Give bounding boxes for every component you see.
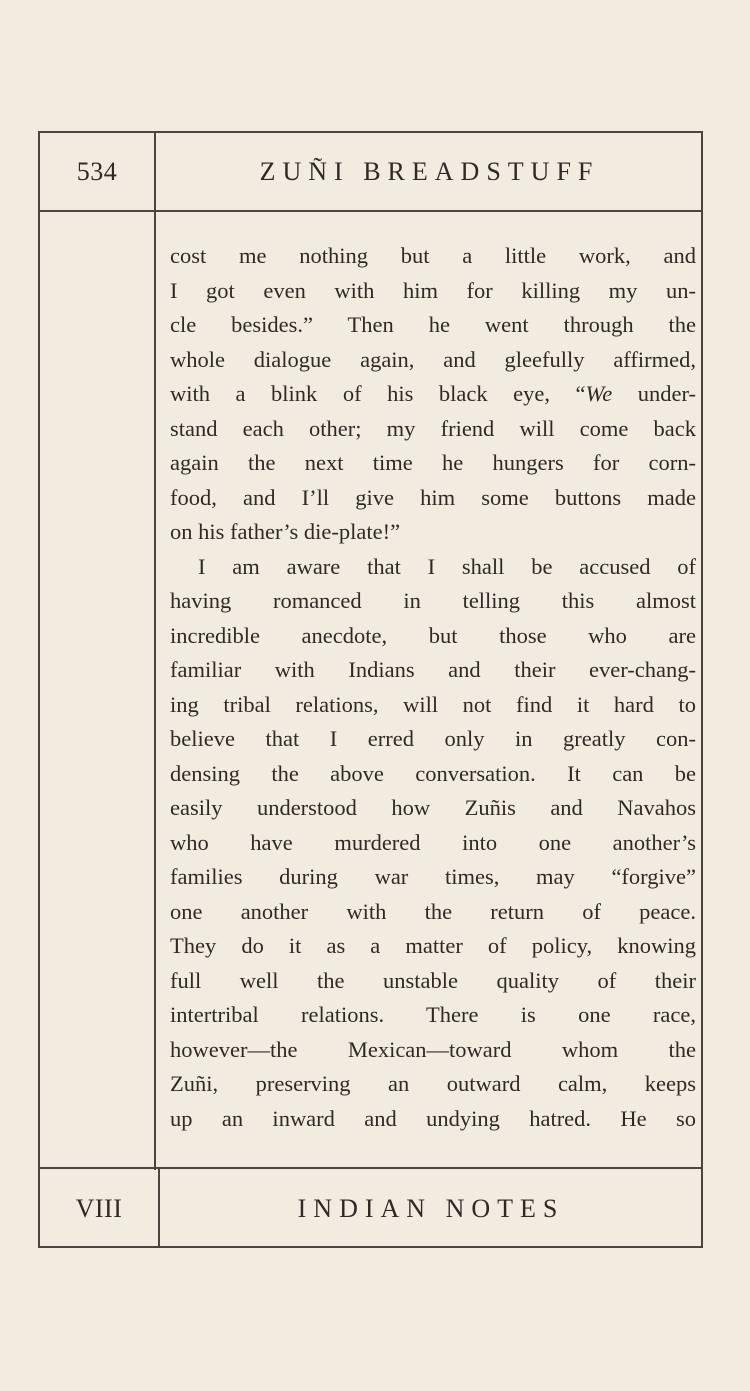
- emphasis: We: [585, 381, 613, 406]
- text-line: however—the Mexican—toward whom the: [170, 1036, 696, 1062]
- section-number: VIII: [75, 1194, 123, 1223]
- running-title: ZUÑI BREADSTUFF: [259, 157, 600, 186]
- text-line: again the next time he hungers for corn-: [170, 450, 696, 475]
- text-line: whole dialogue again, and gleefully affirmed,: [170, 346, 696, 372]
- text-line: one another with the return of peace.: [170, 898, 696, 924]
- text-line: who have murdered into one another’s: [170, 829, 696, 855]
- text-line: cost me nothing but a little work, and: [170, 243, 696, 268]
- text-line: Zuñi, preserving an outward calm, keeps: [170, 1071, 696, 1096]
- text-line: having romanced in telling this almost: [170, 588, 696, 613]
- text-line: I am aware that I shall be accused of: [198, 553, 696, 579]
- text-line: food, and I’ll give him some buttons made: [170, 484, 696, 510]
- text-line: up an inward and undying hatred. He so: [170, 1105, 696, 1131]
- text-line: stand each other; my friend will come back: [170, 415, 696, 441]
- text-line: easily understood how Zuñis and Navahos: [170, 795, 696, 820]
- text-line: full well the unstable quality of their: [170, 967, 696, 993]
- text-line: with a blink of his black eye, “We under-: [170, 381, 696, 406]
- paragraph-1: [170, 239, 696, 550]
- text-line: familiar with Indians and their ever-chang-: [170, 657, 696, 682]
- text-line: cle besides.” Then he went through the: [170, 312, 696, 337]
- text-line: believe that I erred only in greatly con-: [170, 726, 696, 751]
- text-line: on his father’s die-plate!”: [170, 519, 401, 544]
- text-line: incredible anecdote, but those who are: [170, 622, 696, 648]
- text-line: densing the above conversation. It can be: [170, 760, 696, 786]
- text-line: They do it as a matter of policy, knowing: [170, 933, 696, 958]
- body-text: [170, 239, 696, 1136]
- footer-rule: [40, 1167, 703, 1169]
- text-line: ing tribal relations, will not find it hard to: [170, 691, 696, 717]
- text-line: I got even with him for killing my un-: [170, 277, 696, 303]
- text-line: families during war times, may “forgive”: [170, 864, 696, 889]
- series-title: INDIAN NOTES: [297, 1194, 565, 1223]
- column-divider-upper: [154, 133, 156, 1170]
- page-number: 534: [76, 157, 118, 186]
- text-line: intertribal relations. There is one race,: [170, 1002, 696, 1027]
- paragraph-2: [170, 550, 696, 1137]
